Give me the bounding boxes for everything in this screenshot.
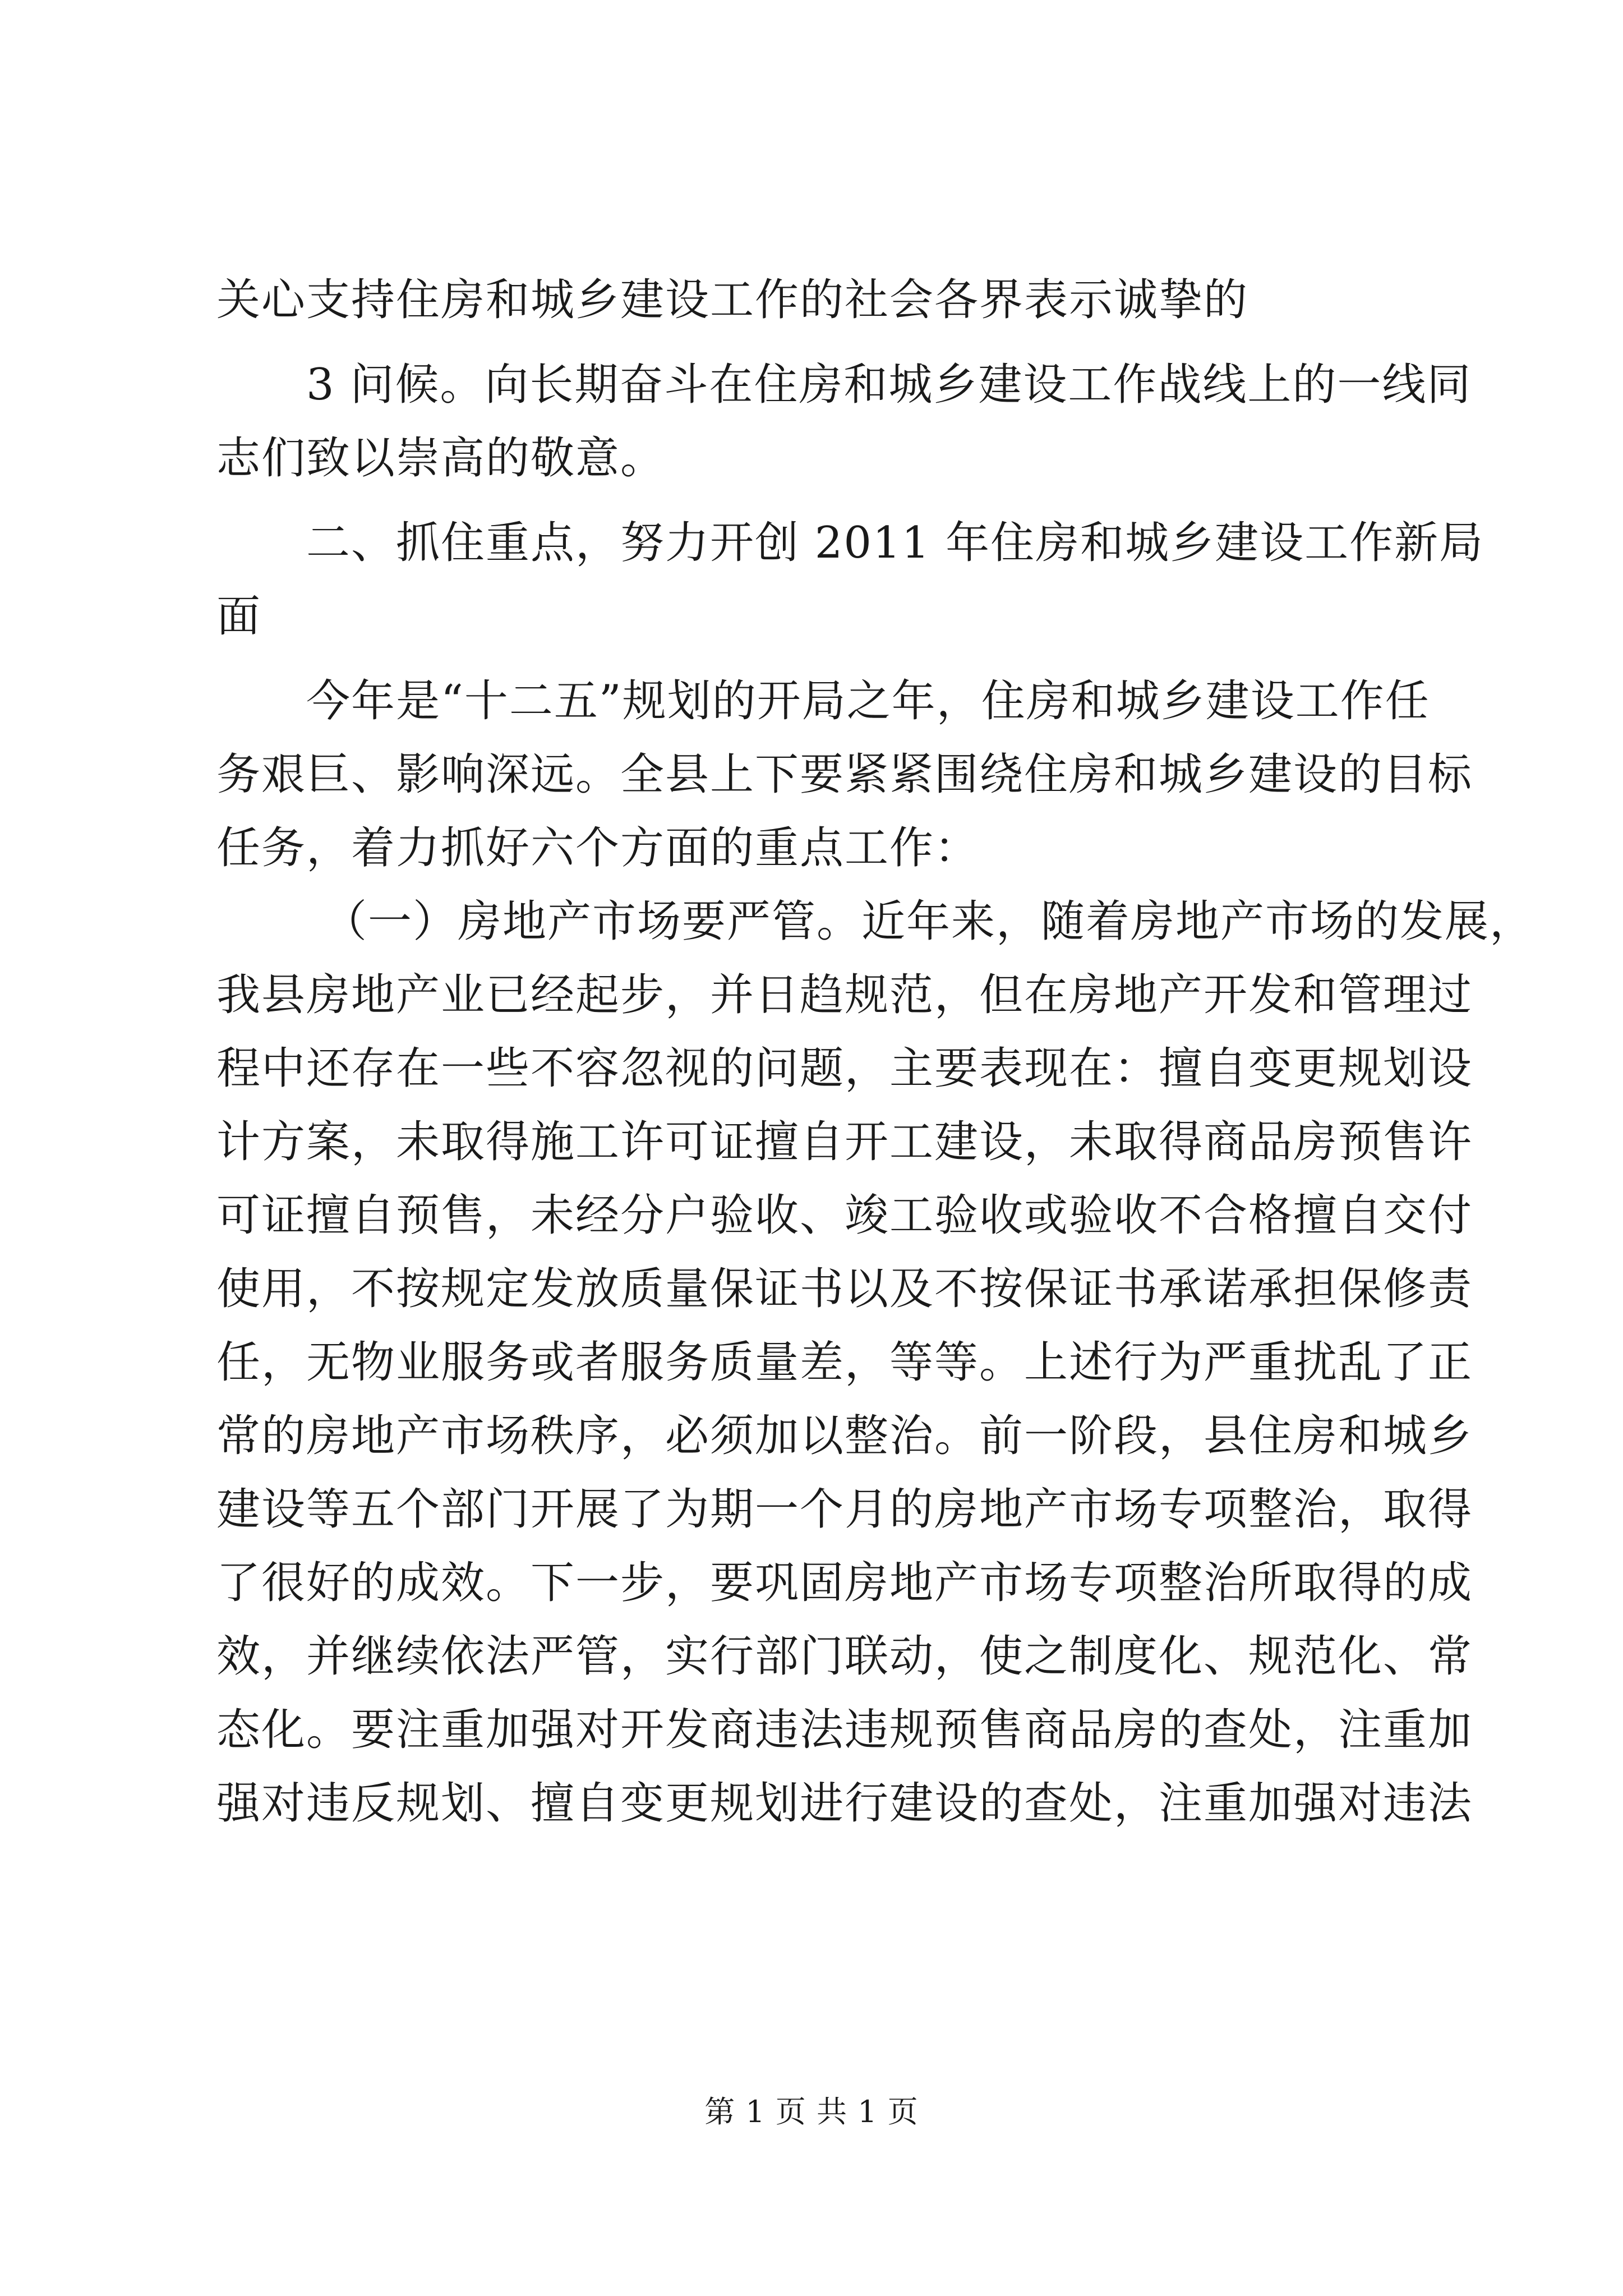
text-line: 态化。要注重加强对开发商违法违规预售商品房的查处，注重加 — [216, 1705, 1473, 1755]
text-line: 任，无物业服务或者服务质量差，等等。上述行为严重扰乱了正 — [216, 1337, 1473, 1388]
text-line: 任务，着力抓好六个方面的重点工作： — [216, 823, 980, 873]
text-line: 效，并继续依法严管，实行部门联动，使之制度化、规范化、常 — [216, 1631, 1473, 1682]
text-line: 了很好的成效。下一步，要巩固房地产市场专项整治所取得的成 — [216, 1558, 1473, 1608]
text-line: 务艰巨、影响深远。全县上下要紧紧围绕住房和城乡建设的目标 — [216, 749, 1473, 800]
section-heading-line: 面 — [216, 591, 262, 642]
text-line: 关心支持住房和城乡建设工作的社会各界表示诚挚的 — [216, 275, 1249, 325]
text-line: 志们致以崇高的敬意。 — [216, 433, 666, 484]
text-line: 强对违反规划、擅自变更规划进行建设的查处，注重加强对违法 — [216, 1778, 1473, 1829]
text-line: 计方案，未取得施工许可证擅自开工建设，未取得商品房预售许 — [216, 1117, 1473, 1167]
section-heading-line: 二、抓住重点，努力开创 2011 年住房和城乡建设工作新局 — [306, 518, 1484, 568]
text-line: 我县房地产业已经起步，并日趋规范，但在房地产开发和管理过 — [216, 970, 1473, 1020]
text-line: 今年是“十二五”规划的开局之年，住房和城乡建设工作任 — [306, 676, 1430, 726]
page-footer: 第 1 页 共 1 页 — [704, 2094, 919, 2129]
document-body — [216, 264, 1535, 1841]
text-line: 建设等五个部门开展了为期一个月的房地产市场专项整治，取得 — [216, 1484, 1473, 1535]
text-line: 3 问候。向长期奋斗在住房和城乡建设工作战线上的一线同 — [306, 360, 1472, 410]
text-line: （一）房地产市场要严管。近年来，随着房地产市场的发展， — [323, 896, 1535, 947]
text-line: 可证擅自预售，未经分户验收、竣工验收或验收不合格擅自交付 — [216, 1190, 1473, 1241]
text-line: 使用，不按规定发放质量保证书以及不按保证书承诺承担保修责 — [216, 1264, 1473, 1314]
text-line: 程中还存在一些不容忽视的问题，主要表现在：擅自变更规划设 — [216, 1043, 1473, 1094]
text-line: 常的房地产市场秩序，必须加以整治。前一阶段，县住房和城乡 — [216, 1411, 1473, 1461]
